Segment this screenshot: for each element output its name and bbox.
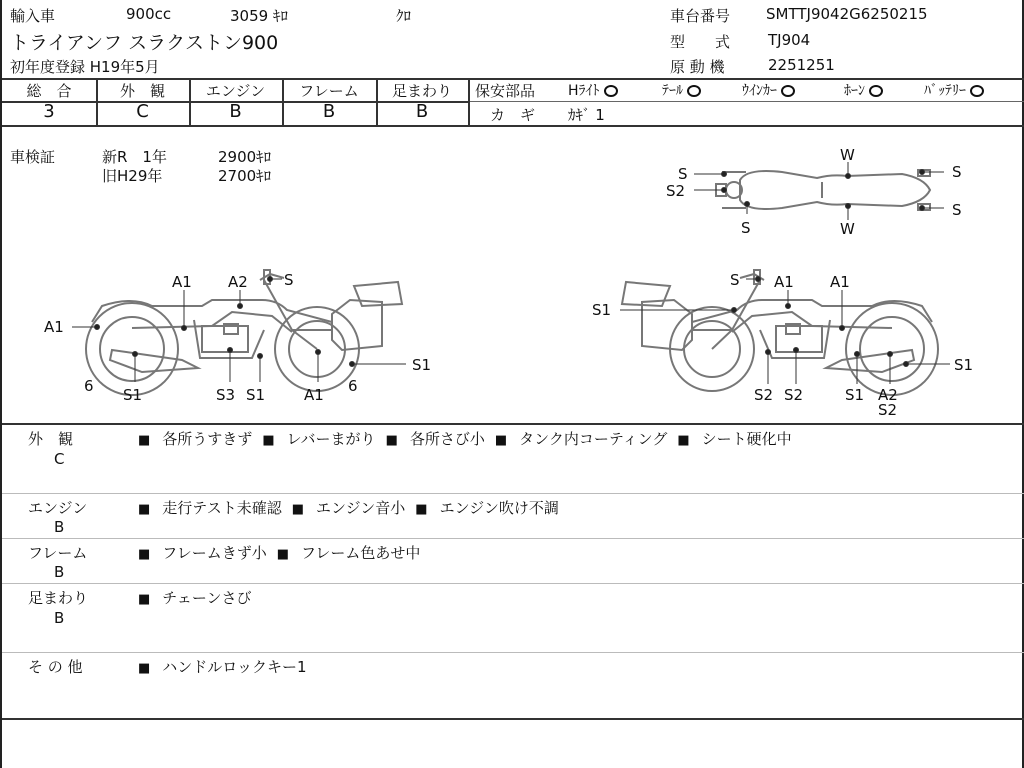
safety-horn: ﾎｰﾝ: [844, 80, 883, 100]
diagram-label: S: [730, 271, 740, 289]
note-item: ■ フレームきず小: [138, 542, 267, 563]
divider: [2, 423, 1024, 425]
exterior-grade: C: [136, 101, 149, 122]
diagram-label: S3: [216, 386, 236, 404]
diagram-label: A1: [830, 273, 850, 291]
overall-grade-label: 総 合: [26, 82, 72, 100]
divider: [2, 652, 1024, 653]
diagram-label: S: [284, 271, 294, 289]
suspension-grade: B: [415, 101, 429, 122]
section-grade-frame: B: [54, 563, 65, 581]
section-grade-exterior: C: [54, 450, 65, 468]
diagram-label: A2: [878, 386, 898, 404]
color: ｸﾛ: [396, 7, 412, 25]
diagram-label: S2: [666, 182, 686, 200]
note-item: ■ ハンドルロックキー1: [138, 656, 307, 677]
note-item: ■ シート硬化中: [677, 428, 791, 449]
first-registration: 初年度登録 H19年5月: [10, 58, 160, 76]
diagram-label: S2: [784, 386, 804, 404]
key-label: カ ギ: [490, 106, 536, 124]
safety-headlight: Hﾗｲﾄ: [568, 80, 618, 100]
displacement: 900cc: [126, 5, 172, 23]
engine-grade: B: [229, 101, 242, 122]
diagram-label: S1: [592, 301, 612, 319]
ok-mark-icon: [869, 85, 883, 97]
diagram-label: A1: [172, 273, 192, 291]
engine-grade-label: エンジン: [205, 82, 266, 100]
section-label-other: そ の 他: [28, 658, 83, 676]
section-grade-suspension: B: [54, 609, 65, 627]
ok-mark-icon: [970, 85, 984, 97]
divider: [468, 78, 470, 125]
safety-winker: ｳｲﾝｶｰ: [742, 80, 795, 100]
safety-tail: ﾃｰﾙ: [662, 80, 701, 100]
divider: [470, 101, 1024, 102]
diagram-label: W: [840, 220, 855, 238]
diagram-label: A2: [228, 273, 248, 291]
diagram-label: S1: [845, 386, 865, 404]
note-item: ■ タンク内コーティング: [495, 428, 668, 449]
ok-mark-icon: [687, 85, 701, 97]
mileage: 3059 ｷﾛ: [230, 7, 288, 25]
notes-exterior: [138, 428, 802, 449]
damage-diagram: [2, 126, 1024, 422]
note-item: ■ エンジン音小: [292, 497, 406, 518]
frame-no: SMTTJ9042G6250215: [766, 5, 928, 23]
note-item: ■ フレーム色あせ中: [277, 542, 421, 563]
frame-no-label: 車台番号: [670, 7, 731, 25]
model-name: トライアンフ スラクストン900: [10, 32, 279, 54]
divider: [2, 493, 1024, 494]
notes-other: [138, 656, 317, 677]
engine-no-label: 原 動 機: [670, 58, 725, 76]
diagram-label: S: [678, 165, 688, 183]
diagram-label: S1: [954, 356, 974, 374]
divider: [2, 583, 1024, 584]
diagram-label: W: [840, 146, 855, 164]
diagram-label: A1: [304, 386, 324, 404]
diagram-label: S: [952, 201, 962, 219]
section-grade-engine: B: [54, 518, 65, 536]
diagram-label: A1: [774, 273, 794, 291]
diagram-label: A1: [44, 318, 64, 336]
diagram-label: S2: [878, 401, 898, 419]
diagram-label: S: [741, 219, 751, 237]
divider: [2, 718, 1024, 720]
engine-no: 2251251: [768, 56, 835, 74]
section-label-engine: エンジン: [28, 499, 88, 517]
inspection-new-price: 2900ｷﾛ: [218, 148, 272, 166]
safety-label: 保安部品: [475, 82, 536, 100]
type-label: 型 式: [670, 33, 731, 51]
exterior-grade-label: 外 観: [119, 82, 165, 100]
diagram-label: S1: [123, 386, 143, 404]
inspection-new-label: 新R 1年: [102, 148, 167, 166]
note-item: ■ 各所さび小: [386, 428, 485, 449]
diagram-label: S1: [412, 356, 432, 374]
frame-grade-label: フレーム: [299, 82, 359, 100]
ok-mark-icon: [781, 85, 795, 97]
diagram-label: 6: [84, 377, 94, 395]
note-item: ■ レバーまがり: [262, 428, 375, 449]
notes-frame: [138, 542, 430, 563]
section-label-suspension: 足まわり: [28, 589, 89, 607]
section-label-exterior: 外 観: [28, 430, 74, 448]
inspection-old-label: 旧H29年: [102, 167, 163, 185]
ok-mark-icon: [604, 85, 618, 97]
frame-grade: B: [322, 101, 336, 122]
notes-engine: [138, 497, 569, 518]
divider: [2, 538, 1024, 539]
diagram-label: S: [952, 163, 962, 181]
note-item: ■ エンジン吹け不調: [415, 497, 559, 518]
key-value: ｶｷﾞ 1: [568, 106, 605, 124]
inspection-label: 車検証: [10, 148, 56, 166]
type-value: TJ904: [768, 31, 811, 49]
overall-grade: 3: [43, 101, 55, 122]
diagram-label: S1: [246, 386, 266, 404]
notes-suspension: [138, 587, 262, 608]
inspection-old-price: 2700ｷﾛ: [218, 167, 272, 185]
note-item: ■ チェーンさび: [138, 587, 252, 608]
suspension-grade-label: 足まわり: [391, 82, 452, 100]
diagram-label: 6: [348, 377, 358, 395]
note-item: ■ 走行テスト未確認: [138, 497, 282, 518]
safety-battery: ﾊﾞｯﾃﾘｰ: [924, 80, 984, 100]
diagram-label: S2: [754, 386, 774, 404]
note-item: ■ 各所うすきず: [138, 428, 252, 449]
import-label: 輸入車: [10, 7, 56, 25]
section-label-frame: フレーム: [28, 544, 88, 562]
